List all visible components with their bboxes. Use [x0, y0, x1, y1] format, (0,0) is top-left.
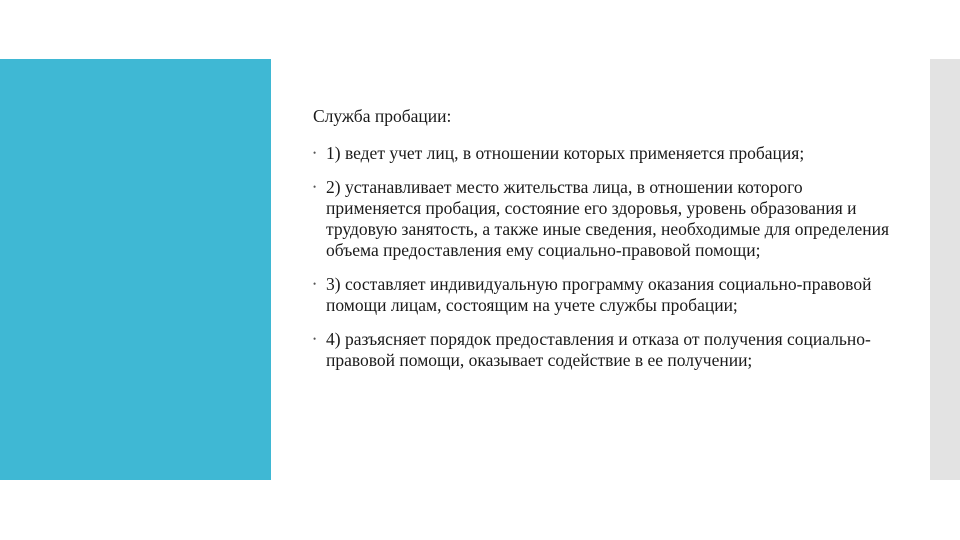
- slide-heading: Служба пробации:: [313, 106, 452, 126]
- list-item: [313, 329, 893, 371]
- slide-content: [313, 106, 893, 384]
- bullet-marker: •: [313, 182, 317, 192]
- bullet-text: 4) разъясняет порядок предоставления и отказа от получения социально-правовой помощи, оказывает содействие в ее получении;: [326, 329, 871, 370]
- list-item: [313, 143, 893, 164]
- bullet-marker: •: [313, 148, 317, 158]
- bullet-text: 3) составляет индивидуальную программу оказания социально-правовой помощи лицам, состоящим на учете службы пробации;: [326, 274, 872, 315]
- bullet-marker: •: [313, 279, 317, 289]
- list-item: [313, 177, 893, 261]
- side-strip: [930, 59, 960, 480]
- bullet-marker: •: [313, 334, 317, 344]
- bullet-text: 1) ведет учет лиц, в отношении которых применяется пробация;: [326, 143, 805, 163]
- bullet-text: 2) устанавливает место жительства лица, в отношении которого применяется пробация, состояние его здоровья, уровень образования и трудовую занятость, а также иные сведения, необходимые для определения объема предоставления ему социально-правовой помощи;: [326, 177, 890, 260]
- bullet-list: [313, 143, 893, 371]
- list-item: [313, 274, 893, 316]
- accent-panel: [0, 59, 271, 480]
